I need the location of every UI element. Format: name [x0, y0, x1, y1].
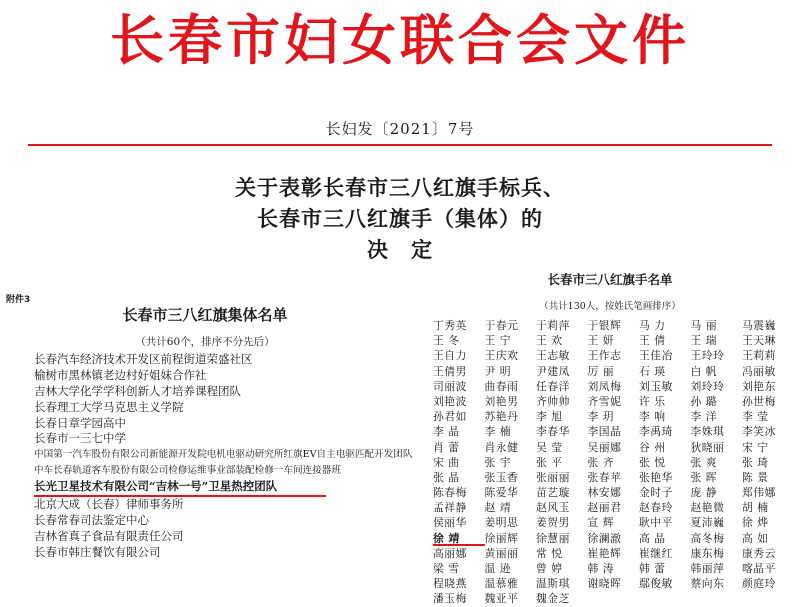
name-cell: 刘玉敏: [639, 379, 673, 393]
name-cell: 肖 蕾: [433, 440, 460, 454]
name-cell: 王 冬: [433, 334, 460, 348]
name-cell: 谢晓晖: [587, 577, 622, 591]
decision-title: [0, 172, 800, 265]
name-cell: 魏金芝: [536, 592, 570, 606]
name-cell: 张 悦: [639, 455, 666, 469]
name-cell: 苏艳丹: [484, 410, 519, 424]
name-cell: 宣 辉: [587, 516, 615, 530]
name-cell: 石 瑛: [639, 364, 666, 378]
group-item: 中车长春轨道客车股份有限公司检修运维事业部装配检修一车间连接器班: [34, 465, 341, 477]
name-cell: 狄晓丽: [690, 440, 725, 454]
document-number: 长妇发〔2021〕7号: [325, 120, 475, 138]
name-cell: 白 帆: [690, 364, 718, 378]
name-cell: 李 旭: [536, 410, 563, 424]
name-cell: 崔继红: [639, 546, 673, 560]
name-cell: 王 欢: [536, 334, 563, 348]
name-cell: 颜庭玲: [742, 577, 776, 591]
name-cell: 王庆欢: [484, 349, 519, 363]
name-cell: 丁秀英: [433, 319, 467, 332]
name-cell: 王 瑞: [690, 334, 718, 348]
name-cell: 任春洋: [536, 379, 570, 393]
name-cell: 陈春梅: [433, 486, 467, 500]
name-cell: 张 琦: [742, 455, 769, 469]
name-cell: 康东梅: [690, 546, 725, 560]
name-cell: 李国晶: [587, 425, 622, 439]
name-cell: 王倩男: [433, 364, 467, 378]
name-grid: [433, 318, 795, 607]
name-cell: 王玲玲: [690, 349, 725, 363]
name-cell: 齐帅帅: [536, 394, 570, 408]
name-cell: 耿中平: [639, 516, 673, 530]
name-cell: 徐丽辉: [484, 531, 519, 545]
group-item: 长春市一三七中学: [34, 431, 126, 446]
group-item: 长春市韩庄餐饮有限公司: [34, 544, 161, 559]
group-item: 长春理工大学马克思主义学院: [34, 399, 184, 414]
name-cell: 李姝琪: [690, 425, 725, 439]
name-cell: 张 齐: [587, 455, 615, 469]
name-cell: 李 莹: [742, 410, 769, 424]
group-list-note: （共计60个，排序不分先后）: [135, 336, 275, 348]
name-cell: 宋 宁: [742, 440, 769, 454]
name-cell: 孟祥静: [433, 501, 467, 515]
name-cell: 张 晖: [690, 470, 718, 484]
name-cell: 高 如: [742, 531, 769, 545]
name-cell: 李 晶: [433, 425, 460, 439]
name-cell: 喀晶平: [742, 562, 776, 575]
name-cell: 谷 州: [639, 440, 666, 454]
name-cell: 王莉莉: [742, 349, 776, 363]
name-cell: 吴丽娜: [587, 440, 622, 454]
name-cell: 潘玉梅: [433, 592, 467, 606]
group-item: 吉林省真子食品有限责任公司: [34, 528, 184, 543]
name-cell: 于春元: [484, 319, 519, 332]
group-item: 榆树市黑林镇老边村好姐妹合作社: [34, 367, 207, 382]
name-cell: 高丽娜: [433, 546, 467, 560]
name-cell: 徐澜澈: [587, 531, 622, 545]
name-cell: 程晓燕: [433, 577, 467, 591]
name-cell: 厉 丽: [587, 364, 615, 378]
name-cell: 王 妍: [587, 334, 615, 348]
group-item: 长春常春司法鉴定中心: [34, 512, 149, 527]
name-cell: 温慕雅: [484, 577, 519, 591]
name-cell: 鄢俊敏: [639, 577, 673, 591]
group-list-title: 长春市三八红旗集体名单: [122, 306, 288, 324]
individual-list-note: （共计130人，按姓氏笔画排序）: [539, 301, 681, 312]
name-cell: 马震巍: [742, 319, 776, 332]
name-cell: 赵艳微: [690, 501, 725, 515]
red-divider: [28, 144, 772, 146]
group-item: 北京大成（长春）律师事务所: [34, 497, 184, 512]
name-cell: 金时子: [639, 486, 673, 500]
document-header: [0, 0, 800, 112]
name-cell: 张 平: [536, 455, 563, 469]
name-cell: 魏亚平: [484, 592, 519, 606]
name-cell: 赵丽君: [587, 501, 622, 515]
name-cell: 李 玥: [587, 410, 615, 424]
name-cell: 徐慧丽: [536, 531, 570, 545]
name-cell: 崔艳辉: [587, 546, 622, 560]
group-item: 长春日章学园高中: [34, 415, 126, 430]
name-cell: 苗艺璇: [536, 486, 570, 500]
name-cell: 李笑冰: [742, 425, 776, 439]
name-cell: 刘艳波: [433, 394, 467, 408]
group-item: 吉林大学化学学科创新人才培养课程团队: [34, 383, 241, 398]
name-cell: 宋 曲: [433, 455, 460, 469]
issuer-title: 长春市妇女联合会文件: [110, 9, 690, 72]
name-cell: 刘玲玲: [690, 379, 725, 393]
name-cell: 姜明思: [484, 516, 519, 530]
name-cell: 齐雪妮: [587, 394, 622, 408]
name-cell: 林安娜: [587, 486, 622, 500]
name-cell: 侯丽华: [433, 516, 467, 530]
name-cell: 康秀云: [742, 546, 776, 560]
name-cell: 冯丽敏: [742, 364, 776, 378]
individual-list-title: 长春市三八红旗手名单: [547, 272, 673, 287]
name-cell: 张艳华: [639, 470, 673, 484]
name-cell: 温 逊: [484, 562, 512, 575]
name-cell: 王自力: [433, 349, 467, 363]
name-cell: 肖永健: [484, 440, 519, 454]
name-cell: 李 响: [639, 410, 666, 424]
name-cell: 郑伟娜: [742, 486, 776, 500]
decision-title-line: 长春市三八红旗手（集体）的: [257, 206, 543, 231]
name-cell: 梁 雪: [433, 562, 460, 575]
name-cell: 温斯琪: [536, 577, 570, 591]
name-cell: 于莉萍: [536, 319, 570, 332]
name-cell: 刘凤梅: [587, 379, 622, 393]
name-cell: 曾 婷: [536, 562, 563, 575]
name-cell: 张 晶: [433, 470, 460, 484]
name-cell: 李 洋: [690, 410, 718, 424]
name-cell: 刘艳东: [742, 379, 776, 393]
attachment-label: 附件3: [6, 295, 31, 305]
name-cell: 赵春玲: [639, 501, 673, 515]
group-item: 长春汽车经济技术开发区前程街道荣盛社区: [34, 352, 253, 366]
name-cell: 孙世梅: [742, 394, 776, 408]
name-cell: 司丽波: [433, 379, 467, 393]
name-cell: 夏沛巍: [690, 516, 725, 530]
name-cell: 黄丽丽: [484, 546, 519, 560]
name-cell: 王志敏: [536, 349, 570, 363]
name-cell: 高冬梅: [690, 531, 725, 545]
name-cell: 蔡向东: [690, 577, 725, 591]
name-cell: 马 丽: [690, 319, 718, 332]
name-cell: 曲春雨: [484, 379, 519, 393]
name-cell: 王佳冶: [639, 349, 673, 363]
name-cell: 陈爱华: [484, 486, 519, 500]
name-cell: 李 楠: [484, 425, 512, 439]
name-cell: 张 宇: [484, 455, 512, 469]
name-cell: 吴 莹: [536, 440, 563, 454]
decision-title-line: 决 定: [367, 237, 433, 262]
name-cell: 王作志: [587, 349, 622, 363]
name-cell: 胡 楠: [742, 501, 769, 515]
name-cell: 尹 明: [484, 364, 512, 378]
name-cell: 王 宁: [484, 334, 512, 348]
group-list: [34, 352, 419, 561]
name-cell: 赵 靖: [484, 501, 512, 515]
group-item: 中国第一汽车股份有限公司新能源开发院电机电驱动研究所红旗EV自主电驱匹配开发团队: [34, 449, 413, 461]
name-cell: 许 乐: [639, 394, 666, 408]
name-cell: 姜贺男: [536, 516, 570, 530]
name-cell: 韩 蕾: [639, 562, 666, 575]
name-cell: 马 力: [639, 319, 666, 332]
name-cell: 张丽丽: [536, 470, 570, 484]
name-cell: 张春苹: [587, 470, 622, 484]
name-cell: 高 晶: [639, 531, 666, 545]
name-cell: 张 爽: [690, 455, 718, 469]
group-item-highlighted: 长光卫星技术有限公司“吉林一号”卫星热控团队: [34, 479, 326, 497]
name-cell: 陈 景: [742, 470, 769, 484]
decision-title-line: 关于表彰长春市三八红旗手标兵、: [235, 175, 565, 200]
name-cell: 王 倩: [639, 334, 666, 348]
name-cell: 李春华: [536, 425, 570, 439]
name-cell: 孙 璐: [690, 394, 718, 408]
name-cell: 张玉香: [484, 470, 519, 484]
name-cell: 韩 涛: [587, 562, 615, 575]
name-cell: 庞 静: [690, 486, 718, 500]
name-cell: 常 悦: [536, 546, 563, 560]
name-cell-highlighted: 徐 靖: [433, 531, 485, 546]
name-cell: 于银辉: [587, 319, 622, 332]
name-cell: 刘艳男: [484, 394, 519, 408]
name-cell: 徐 烨: [742, 516, 769, 530]
name-cell: 李禹琦: [639, 425, 673, 439]
name-cell: 韩丽萍: [690, 562, 725, 575]
name-cell: 孙君如: [433, 410, 467, 424]
name-cell: 尹建凤: [536, 364, 570, 378]
name-cell: 赵风玉: [536, 501, 570, 515]
name-cell: 王天琳: [742, 334, 776, 348]
